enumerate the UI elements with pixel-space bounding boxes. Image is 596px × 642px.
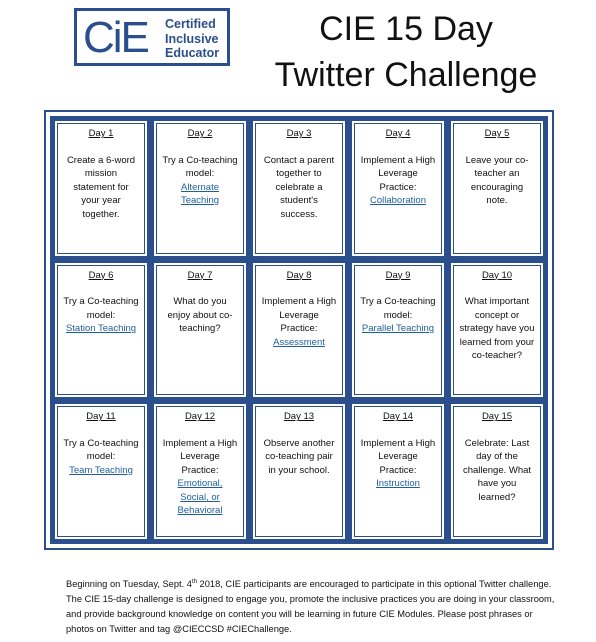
day-prompt: What important concept or strategy have you learned from your co-teacher? bbox=[459, 296, 535, 362]
day-label: Day 3 bbox=[286, 128, 312, 139]
day-card bbox=[53, 402, 149, 541]
day-prompt: What do you enjoy about co-teaching? bbox=[167, 296, 233, 335]
day-card bbox=[53, 119, 149, 258]
logo-text bbox=[165, 17, 219, 61]
day-label: Day 5 bbox=[484, 128, 510, 139]
day-label: Day 6 bbox=[88, 269, 114, 281]
day-label: Day 13 bbox=[283, 411, 315, 423]
day-prompt: Observe another co-teaching pair in your school. bbox=[263, 437, 335, 476]
day-prompt: Celebrate: Last day of the challenge. What have you learned? bbox=[462, 437, 532, 503]
day-card bbox=[350, 402, 446, 541]
logo-line-2: Inclusive bbox=[165, 31, 219, 46]
page-title bbox=[236, 6, 576, 98]
day-card bbox=[251, 261, 347, 400]
day-label: Day 15 bbox=[481, 411, 513, 423]
day-label: Day 8 bbox=[286, 269, 312, 281]
day-card bbox=[449, 261, 545, 400]
logo-line-3: Educator bbox=[165, 46, 220, 60]
day-link[interactable]: Station Teaching bbox=[65, 323, 137, 335]
day-link[interactable]: Alternate Teaching bbox=[180, 181, 220, 206]
day-prompt: Try a Co-teaching model: bbox=[63, 296, 139, 321]
day-label: Day 12 bbox=[184, 411, 216, 423]
day-link[interactable]: Instruction bbox=[376, 478, 420, 490]
day-prompt: Implement a High Leverage Practice: bbox=[261, 296, 337, 335]
day-card bbox=[251, 402, 347, 541]
day-prompt: Create a 6-word mission statement for your year together. bbox=[66, 154, 136, 220]
day-prompt: Try a Co-teaching model: bbox=[63, 437, 139, 463]
logo-line-1: Certified bbox=[165, 17, 216, 31]
day-label: Day 14 bbox=[382, 411, 414, 423]
day-label: Day 2 bbox=[187, 128, 213, 139]
challenge-grid bbox=[50, 116, 548, 544]
day-prompt: Leave your co-teacher an encouraging note. bbox=[465, 154, 529, 206]
day-link[interactable]: Parallel Teaching bbox=[361, 323, 435, 335]
day-label: Day 4 bbox=[385, 128, 411, 139]
footer-text bbox=[66, 575, 556, 637]
footer-text-start: Beginning on Tuesday, Sept. 4 bbox=[66, 579, 192, 590]
day-card bbox=[152, 402, 248, 541]
day-card bbox=[449, 402, 545, 541]
day-label: Day 10 bbox=[481, 269, 513, 281]
day-link[interactable]: Emotional, Social, or Behavioral bbox=[177, 478, 223, 517]
day-prompt: Implement a High Leverage Practice: bbox=[360, 437, 436, 476]
day-prompt: Implement a High Leverage Practice: bbox=[162, 437, 238, 476]
footer-superscript: th bbox=[191, 579, 197, 585]
day-card bbox=[53, 261, 149, 400]
day-prompt: Try a Co-teaching model: bbox=[360, 296, 436, 321]
day-label: Day 11 bbox=[86, 411, 116, 423]
day-card bbox=[350, 119, 446, 258]
day-card bbox=[449, 119, 545, 258]
day-card bbox=[251, 119, 347, 258]
day-label: Day 7 bbox=[187, 269, 213, 281]
day-card bbox=[350, 261, 446, 400]
day-link[interactable]: Collaboration bbox=[370, 195, 426, 206]
title-line-2: Twitter Challenge bbox=[274, 56, 538, 94]
day-prompt: Contact a parent together to celebrate a student's success. bbox=[263, 154, 335, 220]
cie-logo bbox=[74, 8, 230, 66]
footer-text-rest: 2018, CIE participants are encouraged to participate in this optional Twitter challenge. The CIE 15-day challenge is designed to engage you, promote the inclusive practices you are doing in your classroom, and provide background knowledge on content you will be learning in future CIE Modules. Please post phrases or photos on Twitter and tag @CIECCSD #CIEChallenge. bbox=[66, 579, 555, 635]
day-link[interactable]: Team Teaching bbox=[69, 464, 133, 476]
title-line-1: CIE 15 Day bbox=[319, 10, 493, 48]
day-label: Day 9 bbox=[385, 269, 411, 281]
logo-mark: CiE bbox=[83, 13, 148, 62]
day-card bbox=[152, 119, 248, 258]
day-prompt: Implement a High Leverage Practice: bbox=[360, 154, 436, 193]
day-prompt: Try a Co-teaching model: bbox=[162, 154, 238, 179]
day-link[interactable]: Assessment bbox=[273, 336, 325, 348]
day-card bbox=[152, 261, 248, 400]
day-label: Day 1 bbox=[88, 128, 114, 139]
